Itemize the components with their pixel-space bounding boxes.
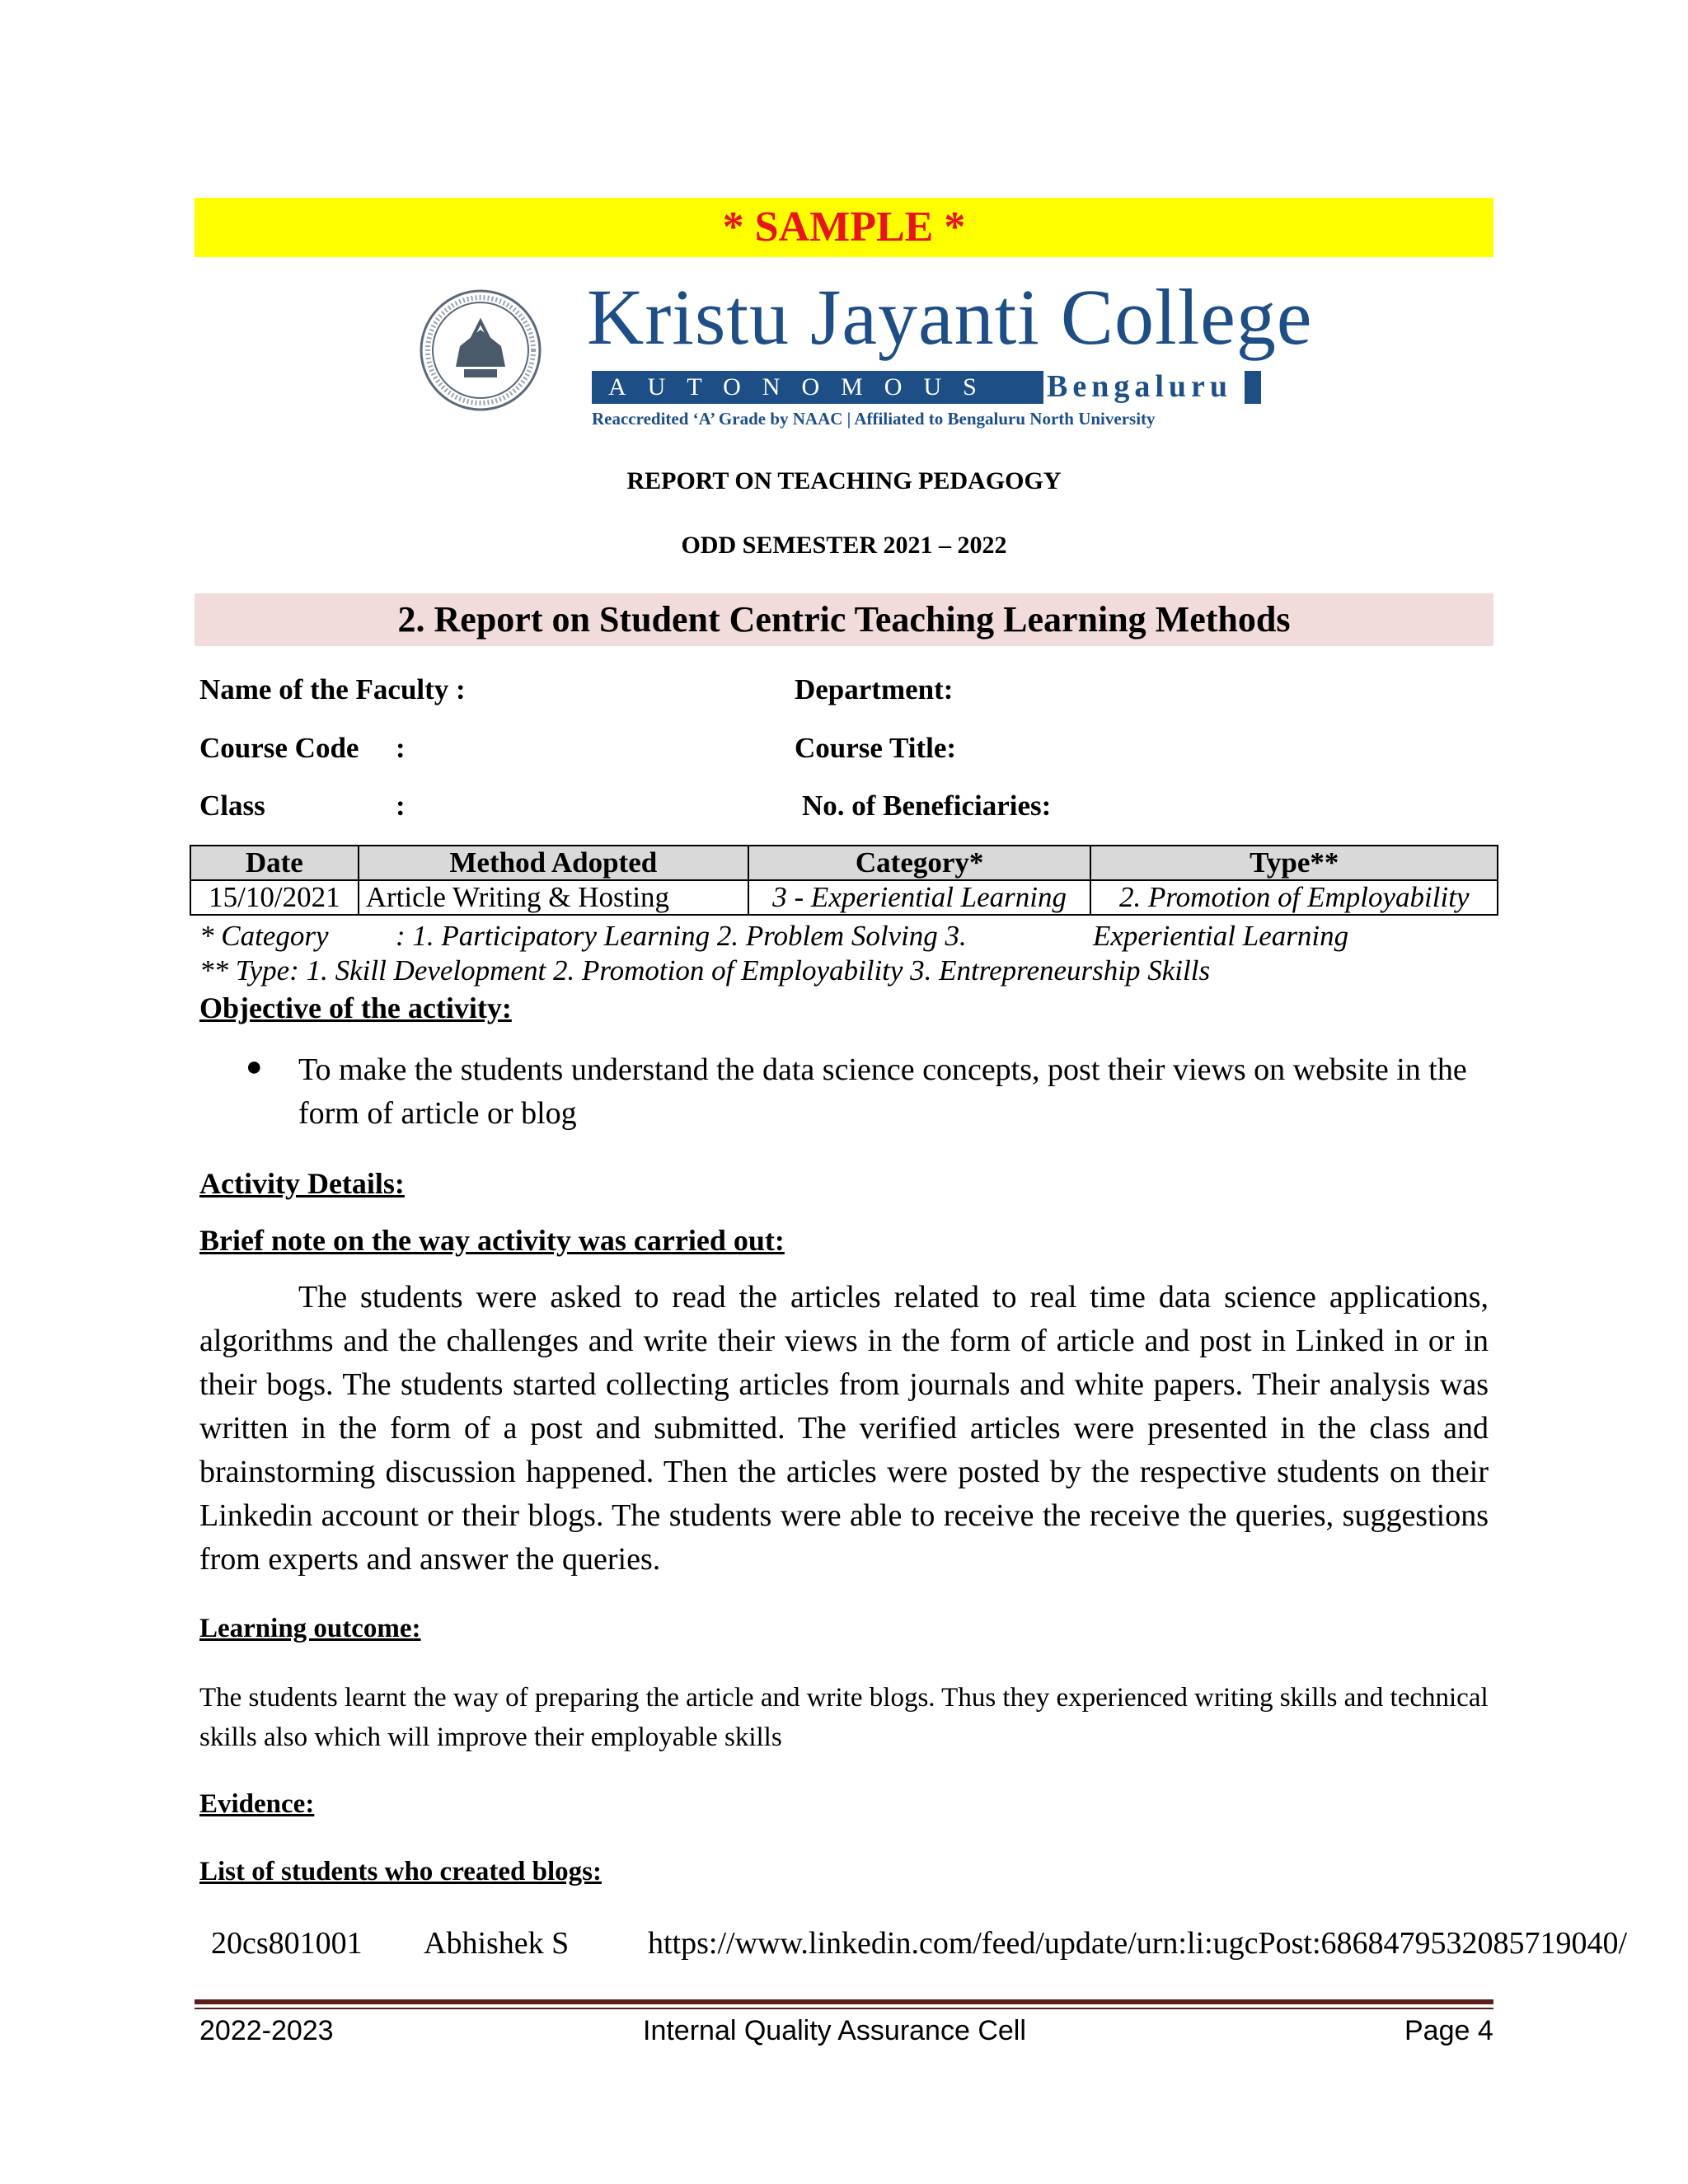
method-cell: Article Writing & Hosting [359,880,748,915]
column-header: Date [190,846,359,880]
department-label: Department: [795,673,954,705]
list-item [0,1925,1688,1975]
learning-outcome-heading: Learning outcome: [199,1614,421,1643]
bullet-icon: ● [246,1052,263,1082]
column-header: Category* [748,846,1091,880]
category-cell: 3 - Experiential Learning [748,880,1091,915]
logo-bar-end [1245,371,1261,404]
column-header: Type** [1090,846,1498,880]
activity-details-heading: Activity Details: [199,1167,405,1200]
college-name-logo: Kristu Jayanti College [587,273,1313,361]
student-name: Abhishek S [424,1926,570,1961]
class-label: Class [199,790,265,822]
logo-tagline: Reaccredited ‘A’ Grade by NAAC | Affiliated to Bengaluru North University [592,409,1156,429]
student-id: 20cs801001 [211,1926,363,1961]
footer-page-number: Page 4 [1404,2015,1493,2046]
footer-divider-thin [195,2008,1493,2009]
learning-outcome-text: The students learnt the way of preparing the article and write blogs. Thus they experienced writing skills and technical skills also which will improve their employable skills [199,1683,1489,1752]
student-blog-link[interactable]: https://www.linkedin.com/feed/update/urn:li:ugcPost:6868479532085719040/ [648,1926,1628,1961]
college-seal-logo [419,288,542,412]
course-code-label: Course Code [199,732,359,764]
beneficiaries-label: No. of Beneficiaries: [802,790,1052,822]
students-list-heading: List of students who created blogs: [199,1857,602,1886]
course-code-colon: : [396,732,406,764]
autonomous-bar: AUTONOMOUS [592,371,1043,404]
category-note-tail: Experiential Learning [1093,920,1349,952]
procedure-paragraph: The students were asked to read the articles related to real time data science applications, algorithms and the challenges and write their views in the form of article and post in Linked in or in their bogs. The students started collecting articles from journals and white papers. Their analysis was written in the form of a post and submitted. The verified articles were presented in the class and brainstorming discussion happened. Then the articles were posted by the respective students on their Linkedin account or their blogs. The students were able to receive the receive the queries, suggestions from experts and answer the queries. [199,1280,1489,1577]
semester-label: ODD SEMESTER 2021 – 2022 [681,532,1007,559]
column-header: Method Adopted [359,846,748,880]
footer-divider [195,1999,1493,2004]
footer-year: 2022-2023 [199,2015,334,2046]
category-note-prefix: * Category [199,920,329,952]
evidence-heading: Evidence: [199,1789,315,1819]
table-header-row [190,846,1498,880]
faculty-label: Name of the Faculty : [199,673,466,705]
course-title-label: Course Title: [795,732,957,764]
table-row [190,880,1498,915]
objective-heading: Objective of the activity: [199,991,512,1024]
footer-center: Internal Quality Assurance Cell [643,2015,1026,2046]
type-note: ** Type: 1. Skill Development 2. Promotion of Employability 3. Entrepreneurship Skills [199,954,1211,987]
class-colon: : [396,790,406,822]
type-cell: 2. Promotion of Employability [1090,880,1498,915]
brief-note-heading: Brief note on the way activity was carried out: [199,1224,785,1257]
category-note: : 1. Participatory Learning 2. Problem Solving 3. [396,920,967,952]
date-cell: 15/10/2021 [190,880,359,915]
report-title: REPORT ON TEACHING PEDAGOGY [626,467,1062,494]
objective-text: To make the students understand the data science concepts, post their views on website in the form of article or blog [298,1052,1467,1131]
section-heading: 2. Report on Student Centric Teaching Learning Methods [195,593,1493,646]
activity-table [190,845,1498,916]
sample-banner: * SAMPLE * [195,198,1493,257]
logo-city: Bengaluru [1047,369,1233,404]
